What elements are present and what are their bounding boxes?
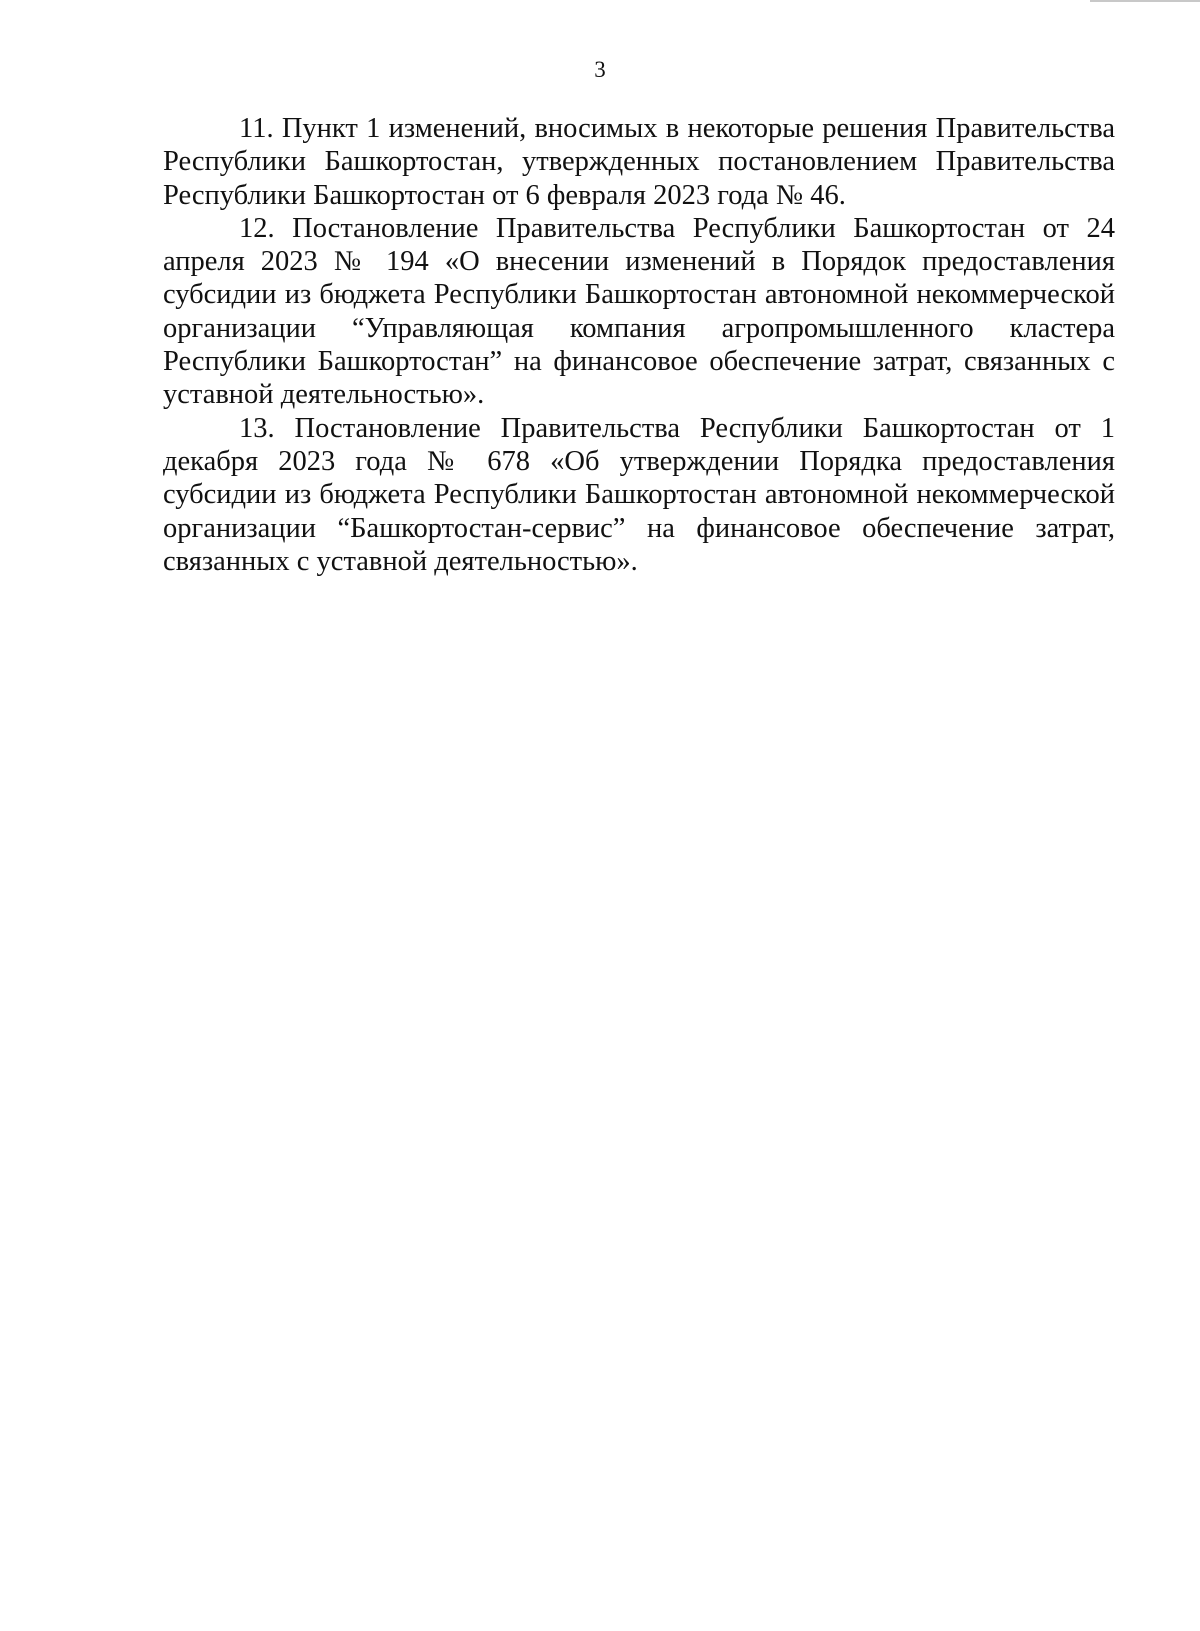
page-number: 3 (594, 57, 606, 82)
paragraph-item-11: 11. Пункт 1 изменений, вносимых в некоторые решения Правительства Республики Башкортостан, утвержденных постановлением Правительства Республики Башкортостан от 6 февраля 2023 года № 46. (163, 113, 1115, 211)
paragraph-item-12: 12. Постановление Правительства Республики Башкортостан от 24 апреля 2023 № 194 «О внесении изменений в Порядок предоставления субсидии из бюджета Республики Башкортостан автономной некоммерческой организации “Управляющая компания агропромышленного кластера Республики Башкортостан” на финансовое обеспечение затрат, связанных с уставной деятельностью». (163, 212, 1115, 411)
scan-edge-mark (1090, 0, 1200, 2)
paragraph-item-13: 13. Постановление Правительства Республики Башкортостан от 1 декабря 2023 года № 678 «Об утверждении Порядка предоставления субсидии из бюджета Республики Башкортостан автономной некоммерческой организации “Башкортостан-сервис” на финансовое обеспечение затрат, связанных с уставной деятельностью». (163, 412, 1115, 577)
document-body (163, 112, 1115, 578)
